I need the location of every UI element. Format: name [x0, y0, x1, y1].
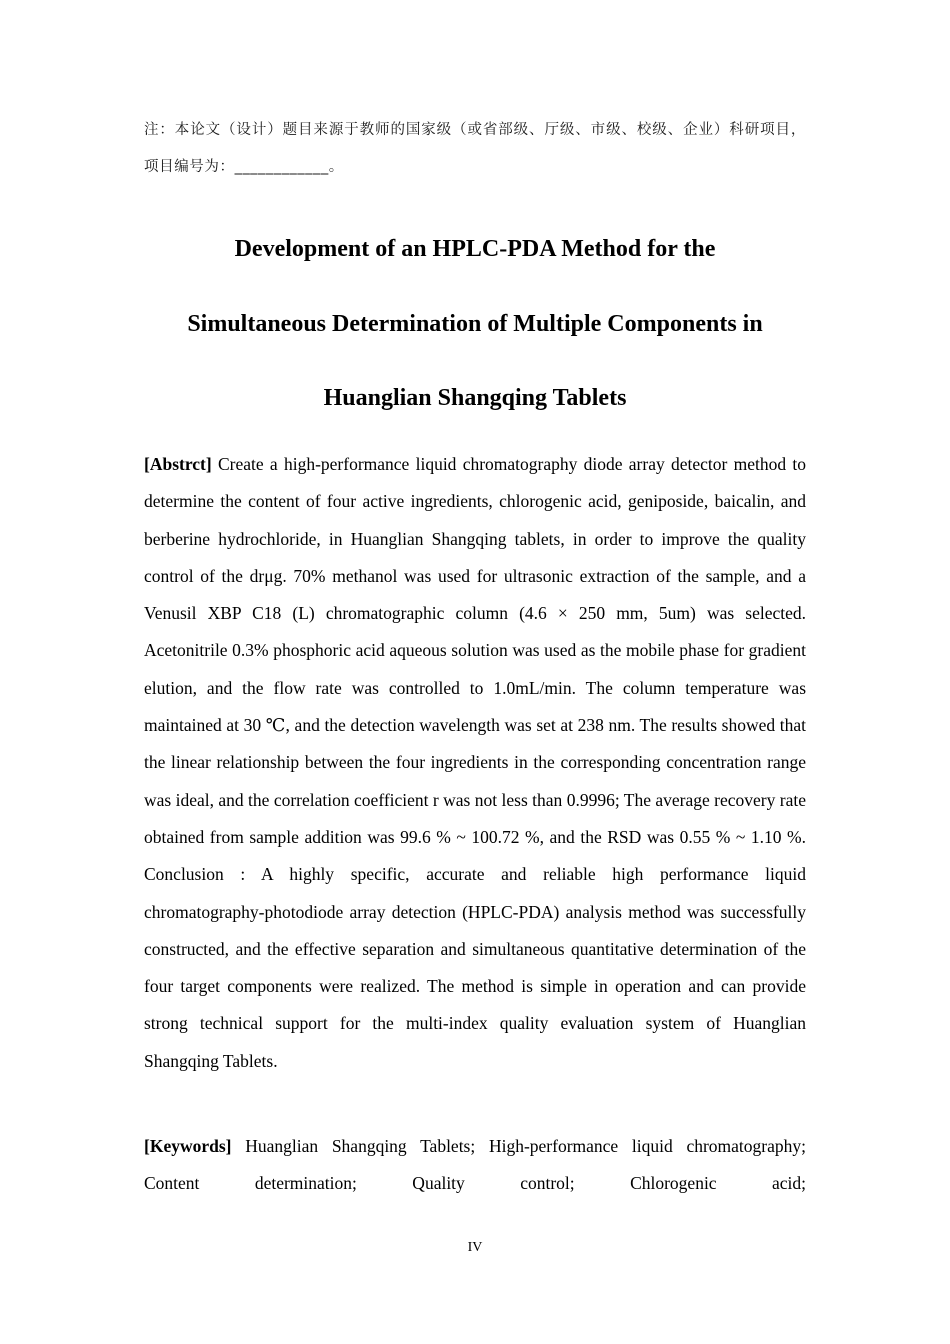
keywords-paragraph	[144, 1128, 806, 1202]
abstract-label: [Abstrct]	[144, 454, 212, 474]
funding-note: 注：本论文（设计）题目来源于教师的国家级（或省部级、厅级、市级、校级、企业）科研项目，项目编号为：____________。	[144, 122, 806, 175]
paper-title	[120, 212, 830, 436]
keywords-text: Huanglian Shangqing Tablets; High-performance liquid chromatography; Content determination; Quality control; Chlorogenic acid;	[144, 1136, 806, 1194]
abstract-paragraph	[144, 446, 806, 1080]
title-line-3: Huanglian Shangqing Tablets	[323, 385, 627, 411]
abstract-text: Create a high-performance liquid chromatography diode array detector method to determine the content of four active ingredients, chlorogenic acid, geniposide, baicalin, and berberine hydrochloride, in Huanglian Shangqing tablets, in order to improve the quality control of the drμg. 70% methanol was used for ultrasonic extraction of the sample, and a Venusil XBP C18 (L) chromatographic column (4.6 × 250 mm, 5um) was selected. Acetonitrile 0.3% phosphoric acid aqueous solution was used as the mobile phase for gradient elution, and the flow rate was controlled to 1.0mL/min. The column temperature was maintained at 30 ℃, and the detection wavelength was set at 238 nm. The results showed that the linear relationship between the four ingredients in the corresponding concentration range was ideal, and the correlation coefficient r was not less than 0.9996; The average recovery rate obtained from sample addition was 99.6 % ~ 100.72 %, and the RSD was 0.55 % ~ 1.10 %. Conclusion : A highly specific, accurate and reliable high performance liquid chromatography-photodiode array detection (HPLC-PDA) analysis method was successfully constructed, and the effective separation and simultaneous quantitative determination of the four target components were realized. The method is simple in operation and can provide strong technical support for the multi-index quality evaluation system of Huanglian Shangqing Tablets.	[144, 454, 806, 1071]
title-line-2: Simultaneous Determination of Multiple Components in	[187, 310, 763, 337]
title-line-1: Development of an HPLC-PDA Method for the	[234, 236, 716, 262]
keywords-label: [Keywords]	[144, 1136, 232, 1156]
page-number: IV	[467, 1240, 483, 1255]
